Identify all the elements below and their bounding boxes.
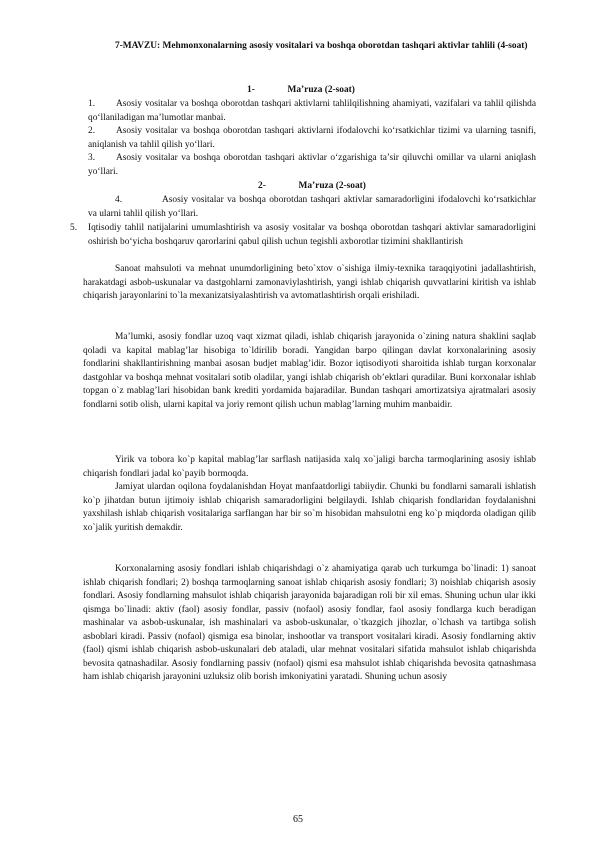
lecture-1-number: 1- [247, 85, 255, 95]
list-item-number: 5. [70, 223, 78, 233]
lecture-2-title [258, 180, 458, 194]
paragraph: Ma’lumki, asosiy fondlar uzoq vaqt xizmat qiladi, ishlab chiqarish jarayonida o`zining natura shaklini saqlab qoladi va kapital mablag’lar hisobiga to`ldirilib boradi. Yangidan barpo qilingan davlat korxonalarining asosiy fondlarini shakllantirishning manbai asosan budjet mablag’idir. Bozor iqtisodiyoti sharoitida ishlab turgan korxonalar dastgohlar va boshqa mehnat vositalari sotib oladilar, yangi ishlab chiqarish ob’ektlari quradilar. Buni korxonalar ishlab topgan o`z mablag’lari hisobidan bank krediti yordamida bajaradilar. Bundan tashqari amortizatsiya ajratmalari asosiy fondlarni sotib olish, ularni kapital va joriy remont qilish uchun mablag’larning muhim manbaidir. [83, 332, 536, 410]
list-item [70, 222, 536, 249]
paragraph: Korxonalarning asosiy fondlari ishlab chiqarishdagi o`z ahamiyatiga qarab uch turkumga bo`linadi: 1) sanoat ishlab chiqarish fondlari; 2) boshqa tarmoqlarning sanoat ishlab chiqarish asosiy fondlari; 3) noishlab chiqarish asosiy fondlari. Asosiy fondlarning mahsulot ishlab chiqarish jarayonida bajaradigan roli bir xil emas. Shuning uchun ular ikki qismga bo`linadi: aktiv (faol) asosiy fondlar, passiv (nofaol) asosiy fondlar, faol asosiy fondlarga kuch beradigan mashinalar va asbob-uskunalar, ish mashinalari va asbob-uskunalar, o`tkazgich jihozlar, o`lchash va tartibga solish asboblari kiradi. Passiv (nofaol) qismiga esa binolar, inshootlar va transport vositalari kiradi. Asosiy fondlarning aktiv (faol) qismi ishlab chiqarish asbob-uskunalari deb ataladi, ular mehnat vositalari sifatida mahsulot ishlab chiqarishda bevosita qatnashadilar. Asosiy fondlarning passiv (nofaol) qismi esa mahsulot ishlab chiqarishda bevosita qatnashmasa ham ishlab chiqarish jarayonini uzluksiz olib borish imkoniyatini yaratadi. Shuning uchun asosiy [83, 564, 536, 683]
list-item-number: 4. [115, 195, 123, 205]
page-number: 65 [293, 814, 303, 825]
paragraph: Jamiyat ulardan oqilona foydalanishdan Hoyat manfaatdorligi tabiiydir. Chunki bu fondlarni samarali ishlatish ko`p jihatdan butun ijtimoiy ishlab chiqarish samaradorligini belgilaydi. Ishlab chiqarish fondlaridan foydalanishni yaxshilash ishlab chiqarish vositalariga sarflangan har bir so`m hisobidan mahsulotni eng ko`p miqdorda oladigan qilib xo`jalik yuritish demakdir. [83, 482, 536, 533]
list-item-number: 3. [88, 153, 96, 163]
paragraph: Sanoat mahsuloti va mehnat unumdorligining beto`xtov o`sishiga ilmiy-texnika taraqqiyotini jadallashtirish, harakatdagi asbob-uskunalar va dastgohlarni zamonaviylashtirish, yangi ishlab chiqarish quvvatlarini kiritish va ishlab chiqarish jarayonlarini to`la mexanizatsiyalashtirish va avtomatlashtirish orqali erishiladi. [83, 264, 536, 302]
list-item [88, 98, 536, 125]
list-item-text: Asosiy vositalar va boshqa oborotdan tashqari aktivlar samaradorligini ifodalovchi ko‘rsatkichlar va ularni tahlil qilish yo‘llari. [88, 195, 536, 219]
topic-heading: 7-MAVZU: Mehmonxonalarning asosiy vositalari va boshqa oborotdan tashqari aktivlar tahlili (4-soat) [115, 41, 528, 51]
list-item-text: Asosiy vositalar va boshqa oborotdan tashqari aktivlar o‘zgarishiga ta’sir qiluvchi omillar va ularni aniqlash yo‘llari. [88, 153, 536, 177]
list-item [88, 125, 536, 152]
lecture-1-title [247, 84, 447, 98]
list-item [88, 152, 536, 179]
paragraph: Yirik va tobora ko`p kapital mablag’lar sarflash natijasida xalq xo`jaligi barcha tarmoqlarining asosiy ishlab chiqarish fondlari jadal ko`payib bormoqda. [83, 455, 536, 479]
list-item-number: 2. [88, 126, 96, 136]
list-item-text: Asosiy vositalar va boshqa oborotdan tashqari aktivlarni tahlilqilishning ahamiyati, vazifalari va tahlil qilishda qo‘llaniladigan ma’lumotlar manbai. [88, 99, 536, 123]
list-item [88, 194, 536, 221]
lecture-2-number: 2- [258, 181, 266, 191]
lecture-1-label: Ma’ruza (2-soat) [287, 85, 355, 95]
lecture-2-label: Ma’ruza (2-soat) [298, 181, 366, 191]
list-item-number: 1. [88, 99, 96, 109]
list-item-text: Iqtisodiy tahlil natijalarini umumlashtirish va asosiy vositalar va boshqa oborotdan tashqari aktivlar samaradorligini oshirish bo‘yicha boshqaruv qarorlarini qabul qilish uchun tegishli axborotlar tizimini shakllantirish [88, 223, 536, 247]
list-item-text: Asosiy vositalar va boshqa oborotdan tashqari aktivlarni ifodalovchi ko‘rsatkichlar tizimi va ularning tasnifi, aniqlanish va tahlil qilish yo‘llari. [88, 126, 536, 150]
